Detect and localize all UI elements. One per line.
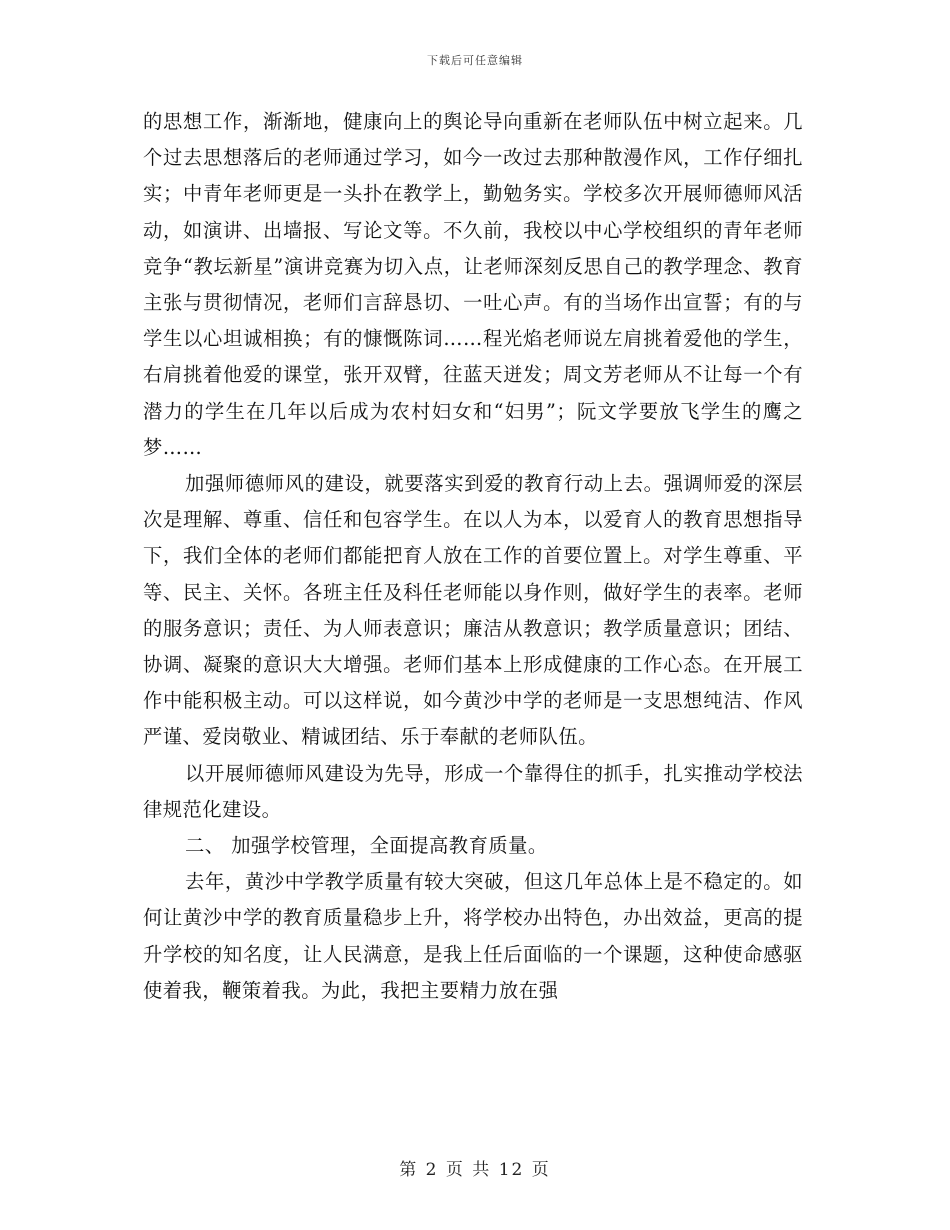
section-heading-two: 二、 加强学校管理，全面提高教育质量。 — [185, 834, 548, 858]
paragraph-continued: 的思想工作，渐渐地，健康向上的舆论导向重新在老师队伍中树立起来。几个过去思想落后的老师通过学习，如今一改过去那种散漫作风，工作仔细扎实；中青年老师更是一头扑在教学上，勤勉务实。学校多次开展师德师风活动，如演讲、出墙报、写论文等。不久前，我校以中心学校组织的青年老师竞争“教坛新星”演讲竞赛为切入点，让老师深刻反思自己的教学理念、教育主张与贯彻情况，老师们言辞恳切、一吐心声。有的当场作出宣誓；有的与学生以心坦诚相换；有的慷慨陈词……程光焰老师说左肩挑着爱他的学生，右肩挑着他爱的课堂，张开双臂，往蓝天迸发；周文芳老师从不让每一个有潜力的学生在几年以后成为农村妇女和“妇男”；阮文学要放飞学生的鹰之梦…… — [143, 110, 803, 459]
paragraph-rule-of-law: 以开展师德师风建设为先导，形成一个靠得住的抓手，扎实推动学校法律规范化建设。 — [143, 761, 803, 821]
page-number-footer: 第 2 页 共 12 页 — [399, 1160, 551, 1180]
page-header: 下载后可任意编辑 — [427, 54, 523, 67]
document-body — [143, 104, 803, 1009]
paragraph-education-quality: 去年，黄沙中学教学质量有较大突破，但这几年总体上是不稳定的。如何让黄沙中学的教育质量稳步上升，将学校办出特色，办出效益，更高的提升学校的知名度，让人民满意，是我上任后面临的一个课题，这种使命感驱使着我，鞭策着我。为此，我把主要精力放在强 — [143, 870, 803, 1002]
paragraph-teacher-ethics: 加强师德师风的建设，就要落实到爱的教育行动上去。强调师爱的深层次是理解、尊重、信任和包容学生。在以人为本，以爱育人的教育思想指导下，我们全体的老师们都能把育人放在工作的首要位置上。对学生尊重、平等、民主、关怀。各班主任及科任老师能以身作则，做好学生的表率。老师的服务意识；责任、为人师表意识；廉洁从教意识；教学质量意识；团结、协调、凝聚的意识大大增强。老师们基本上形成健康的工作心态。在开展工作中能积极主动。可以这样说，如今黄沙中学的老师是一支思想纯洁、作风严谨、爱岗敬业、精诚团结、乐于奉献的老师队伍。 — [143, 472, 803, 749]
